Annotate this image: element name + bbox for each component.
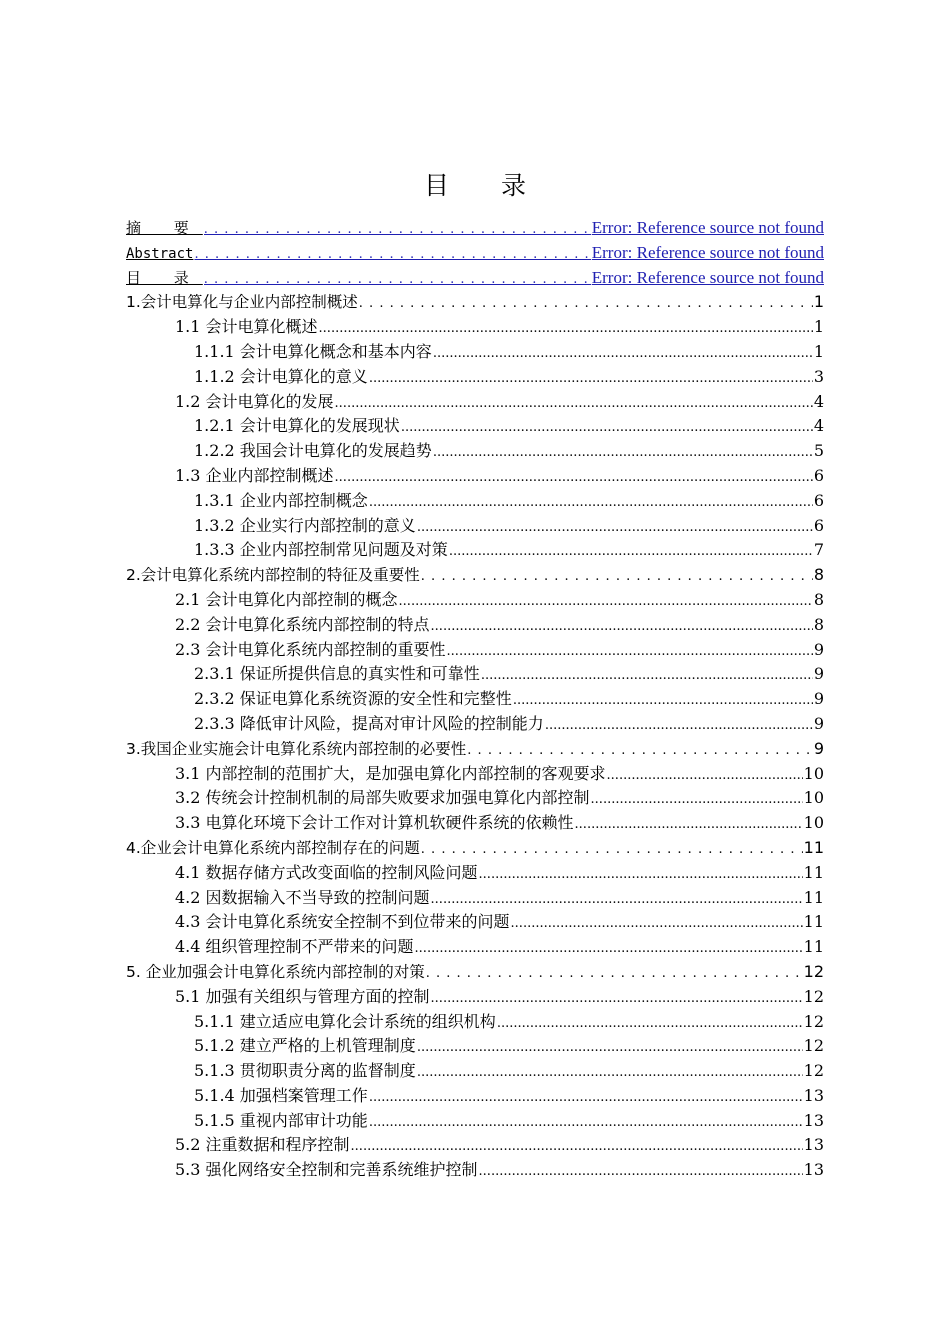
toc-entry-page: 9 bbox=[813, 664, 824, 684]
toc-entry-label: 5.1.1 建立适应电算化会计系统的组织机构 bbox=[194, 1011, 496, 1031]
toc-leader-dots bbox=[417, 1059, 803, 1086]
toc-entry[interactable] bbox=[126, 712, 824, 737]
toc-leader-dots bbox=[431, 886, 803, 913]
toc-entry[interactable] bbox=[126, 811, 824, 836]
toc-leader-dots bbox=[481, 662, 813, 689]
toc-entry-label: 3.1 内部控制的范围扩大，是加强电算化内部控制的客观要求 bbox=[175, 763, 606, 783]
toc-leader-dots bbox=[447, 638, 813, 665]
toc-entry[interactable] bbox=[126, 762, 824, 787]
toc-entry-page: 10 bbox=[803, 788, 824, 808]
toc-entry[interactable] bbox=[126, 266, 824, 291]
toc-entry-page: Error: Reference source not found bbox=[591, 242, 824, 262]
toc-entry-label: 5.1.3 贯彻职责分离的监督制度 bbox=[194, 1061, 416, 1081]
toc-leader-dots bbox=[467, 737, 813, 764]
toc-entry-page: 12 bbox=[803, 986, 824, 1006]
toc-entry[interactable] bbox=[126, 886, 824, 911]
toc-leader-dots bbox=[359, 290, 813, 317]
toc-entry-label: 4.2 因数据输入不当导致的控制问题 bbox=[175, 887, 430, 907]
toc-entry-label: 5.1 加强有关组织与管理方面的控制 bbox=[175, 986, 430, 1006]
toc-entry-label: 2.3.2 保证电算化系统资源的安全性和完整性 bbox=[194, 689, 512, 709]
toc-entry-page: 4 bbox=[813, 416, 824, 436]
toc-entry[interactable] bbox=[126, 563, 824, 588]
toc-entry-page: 1 bbox=[813, 341, 824, 361]
toc-entry-label: 2.3.3 降低审计风险，提高对审计风险的控制能力 bbox=[194, 713, 544, 733]
toc-entry-label: 1.1.1 会计电算化概念和基本内容 bbox=[194, 341, 432, 361]
toc-entry-label: 3.我国企业实施会计电算化系统内部控制的必要性 bbox=[126, 739, 467, 758]
toc-entry-label: 目 录 bbox=[126, 268, 203, 287]
toc-entry-page: 9 bbox=[813, 639, 824, 659]
toc-entry-page: 4 bbox=[813, 391, 824, 411]
toc-entry-page: Error: Reference source not found bbox=[591, 218, 824, 237]
toc-leader-dots bbox=[399, 588, 813, 615]
toc-entry-page: 11 bbox=[803, 912, 824, 932]
toc-entry-page: 12 bbox=[803, 1036, 824, 1056]
toc-leader-dots bbox=[479, 861, 803, 888]
toc-entry-page: 13 bbox=[803, 1135, 824, 1155]
toc-leader-dots bbox=[417, 1034, 803, 1061]
toc-title: 目 录 bbox=[424, 171, 548, 200]
toc-entry-label: 2.会计电算化系统内部控制的特征及重要性 bbox=[126, 566, 420, 585]
toc-leader-dots bbox=[511, 910, 803, 937]
toc-entry[interactable] bbox=[126, 935, 824, 960]
toc-entry[interactable] bbox=[126, 638, 824, 663]
toc-entry-label: 5.1.4 加强档案管理工作 bbox=[194, 1085, 368, 1105]
toc-entry[interactable] bbox=[126, 390, 824, 415]
toc-entry-page: 13 bbox=[803, 1160, 824, 1180]
toc-leader-dots bbox=[426, 960, 803, 987]
toc-entry-label: 1.3.1 企业内部控制概念 bbox=[194, 490, 368, 510]
toc-entry[interactable] bbox=[126, 216, 824, 241]
toc-entry[interactable] bbox=[126, 241, 824, 266]
toc-entry[interactable] bbox=[126, 687, 824, 712]
toc-entry-page: 1 bbox=[813, 317, 824, 337]
toc-leader-dots bbox=[194, 241, 590, 268]
toc-entry-label: 1.1.2 会计电算化的意义 bbox=[194, 366, 368, 386]
toc-entry-label: 1.2.2 我国会计电算化的发展趋势 bbox=[194, 441, 432, 461]
toc-leader-dots bbox=[607, 762, 803, 789]
toc-entry-page: 12 bbox=[803, 961, 824, 981]
toc-leader-dots bbox=[204, 266, 591, 293]
toc-entry-label: 1.3 企业内部控制概述 bbox=[175, 465, 334, 485]
toc-entry-label: 2.3.1 保证所提供信息的真实性和可靠性 bbox=[194, 664, 480, 684]
toc-entry[interactable] bbox=[126, 340, 824, 365]
toc-entry[interactable] bbox=[126, 613, 824, 638]
toc-leader-dots bbox=[433, 340, 813, 367]
toc-entry-label: 3.2 传统会计控制机制的局部失败要求加强电算化内部控制 bbox=[175, 788, 590, 808]
toc-leader-dots bbox=[351, 1133, 803, 1160]
toc-entry-label: 1.会计电算化与企业内部控制概述 bbox=[126, 293, 358, 312]
toc-entry-page: 6 bbox=[813, 465, 824, 485]
toc-entry[interactable] bbox=[126, 315, 824, 340]
toc-entry[interactable] bbox=[126, 1158, 824, 1183]
toc-entry[interactable] bbox=[126, 836, 824, 861]
toc-entry-label: 1.2 会计电算化的发展 bbox=[175, 391, 334, 411]
toc-entry[interactable] bbox=[126, 737, 824, 762]
toc-entry-page: 10 bbox=[803, 763, 824, 783]
toc-entry-label: 2.3 会计电算化系统内部控制的重要性 bbox=[175, 639, 446, 659]
toc-entry-label: 4.1 数据存储方式改变面临的控制风险问题 bbox=[175, 862, 478, 882]
toc-entry-label: 1.3.3 企业内部控制常见问题及对策 bbox=[194, 540, 448, 560]
toc-entry-label: 5. 企业加强会计电算化系统内部控制的对策 bbox=[126, 962, 425, 981]
toc-leader-dots bbox=[335, 390, 813, 417]
toc-entry[interactable] bbox=[126, 861, 824, 886]
toc-leader-dots bbox=[369, 365, 813, 392]
toc-entry-page: 11 bbox=[803, 887, 824, 907]
toc-entry-page: 8 bbox=[813, 614, 824, 634]
toc-entry-label: 3.3 电算化环境下会计工作对计算机软硬件系统的依赖性 bbox=[175, 813, 574, 833]
toc-entry-page: 3 bbox=[813, 366, 824, 386]
toc-entry-label: 5.1.2 建立严格的上机管理制度 bbox=[194, 1036, 416, 1056]
toc-entry[interactable] bbox=[126, 1109, 824, 1134]
toc-entry[interactable] bbox=[126, 1010, 824, 1035]
toc-entry-page: 7 bbox=[813, 540, 824, 560]
toc-entry[interactable] bbox=[126, 662, 824, 687]
toc-leader-dots bbox=[369, 1109, 803, 1136]
toc-entry-label: 2.1 会计电算化内部控制的概念 bbox=[175, 589, 398, 609]
toc-entry-label: 5.1.5 重视内部审计功能 bbox=[194, 1110, 368, 1130]
toc-entry-page: 11 bbox=[803, 862, 824, 882]
toc-entry-page: 10 bbox=[803, 813, 824, 833]
toc-leader-dots bbox=[431, 613, 813, 640]
toc-entry-label: 摘 要 bbox=[126, 219, 203, 237]
toc-entry[interactable] bbox=[126, 588, 824, 613]
toc-entry[interactable] bbox=[126, 960, 824, 985]
toc-entry[interactable] bbox=[126, 1059, 824, 1084]
toc-entry-page: 13 bbox=[803, 1085, 824, 1105]
toc-entry-page: 12 bbox=[803, 1011, 824, 1031]
toc-entry[interactable] bbox=[126, 910, 824, 935]
toc-entry[interactable] bbox=[126, 1084, 824, 1109]
toc-leader-dots bbox=[421, 563, 813, 590]
toc-leader-dots bbox=[479, 1158, 803, 1185]
table-of-contents bbox=[126, 216, 824, 1183]
toc-entry-page: 12 bbox=[803, 1061, 824, 1081]
toc-entry[interactable] bbox=[126, 514, 824, 539]
toc-entry[interactable] bbox=[126, 1133, 824, 1158]
toc-entry-label: 4.企业会计电算化系统内部控制存在的问题 bbox=[126, 838, 420, 857]
toc-leader-dots bbox=[335, 464, 813, 491]
toc-leader-dots bbox=[513, 687, 813, 714]
toc-entry-label: 5.2 注重数据和程序控制 bbox=[175, 1135, 350, 1155]
toc-entry-page: 11 bbox=[803, 937, 824, 957]
toc-leader-dots bbox=[431, 985, 803, 1012]
toc-entry-page: Error: Reference source not found bbox=[591, 267, 824, 287]
toc-entry-label: 2.2 会计电算化系统内部控制的特点 bbox=[175, 614, 430, 634]
toc-entry-page: 6 bbox=[813, 515, 824, 535]
toc-leader-dots bbox=[433, 439, 813, 466]
toc-leader-dots bbox=[417, 514, 813, 541]
toc-entry-label: 1.1 会计电算化概述 bbox=[175, 317, 318, 337]
toc-leader-dots bbox=[421, 836, 803, 863]
toc-entry[interactable] bbox=[126, 365, 824, 390]
toc-entry-page: 5 bbox=[813, 441, 824, 461]
toc-entry-page: 13 bbox=[803, 1110, 824, 1130]
toc-leader-dots bbox=[591, 786, 803, 813]
toc-entry[interactable] bbox=[126, 985, 824, 1010]
toc-entry-label: 1.3.2 企业实行内部控制的意义 bbox=[194, 515, 416, 535]
toc-leader-dots bbox=[545, 712, 813, 739]
toc-entry-label: Abstract bbox=[126, 245, 194, 262]
toc-leader-dots bbox=[204, 216, 591, 243]
toc-entry[interactable] bbox=[126, 538, 824, 563]
toc-leader-dots bbox=[369, 489, 813, 516]
toc-entry[interactable] bbox=[126, 439, 824, 464]
toc-leader-dots bbox=[575, 811, 803, 838]
toc-entry[interactable] bbox=[126, 786, 824, 811]
toc-leader-dots bbox=[319, 315, 813, 342]
toc-entry[interactable] bbox=[126, 464, 824, 489]
toc-entry-page: 9 bbox=[813, 713, 824, 733]
toc-entry-label: 1.2.1 会计电算化的发展现状 bbox=[194, 416, 400, 436]
toc-leader-dots bbox=[497, 1010, 803, 1037]
toc-entry[interactable] bbox=[126, 290, 824, 315]
toc-entry[interactable] bbox=[126, 414, 824, 439]
toc-leader-dots bbox=[369, 1084, 803, 1111]
toc-entry-label: 4.3 会计电算化系统安全控制不到位带来的问题 bbox=[175, 912, 510, 932]
toc-leader-dots bbox=[449, 538, 813, 565]
toc-entry-page: 8 bbox=[813, 565, 824, 585]
toc-entry-label: 4.4 组织管理控制不严带来的问题 bbox=[175, 937, 414, 957]
toc-entry-page: 1 bbox=[813, 292, 824, 312]
toc-entry-page: 9 bbox=[813, 689, 824, 709]
toc-entry[interactable] bbox=[126, 489, 824, 514]
toc-leader-dots bbox=[415, 935, 803, 962]
toc-leader-dots bbox=[401, 414, 813, 441]
toc-entry-page: 8 bbox=[813, 589, 824, 609]
toc-entry-page: 6 bbox=[813, 490, 824, 510]
toc-entry[interactable] bbox=[126, 1034, 824, 1059]
toc-entry-page: 9 bbox=[813, 738, 824, 758]
toc-entry-page: 11 bbox=[803, 837, 824, 857]
toc-entry-label: 5.3 强化网络安全控制和完善系统维护控制 bbox=[175, 1160, 478, 1180]
